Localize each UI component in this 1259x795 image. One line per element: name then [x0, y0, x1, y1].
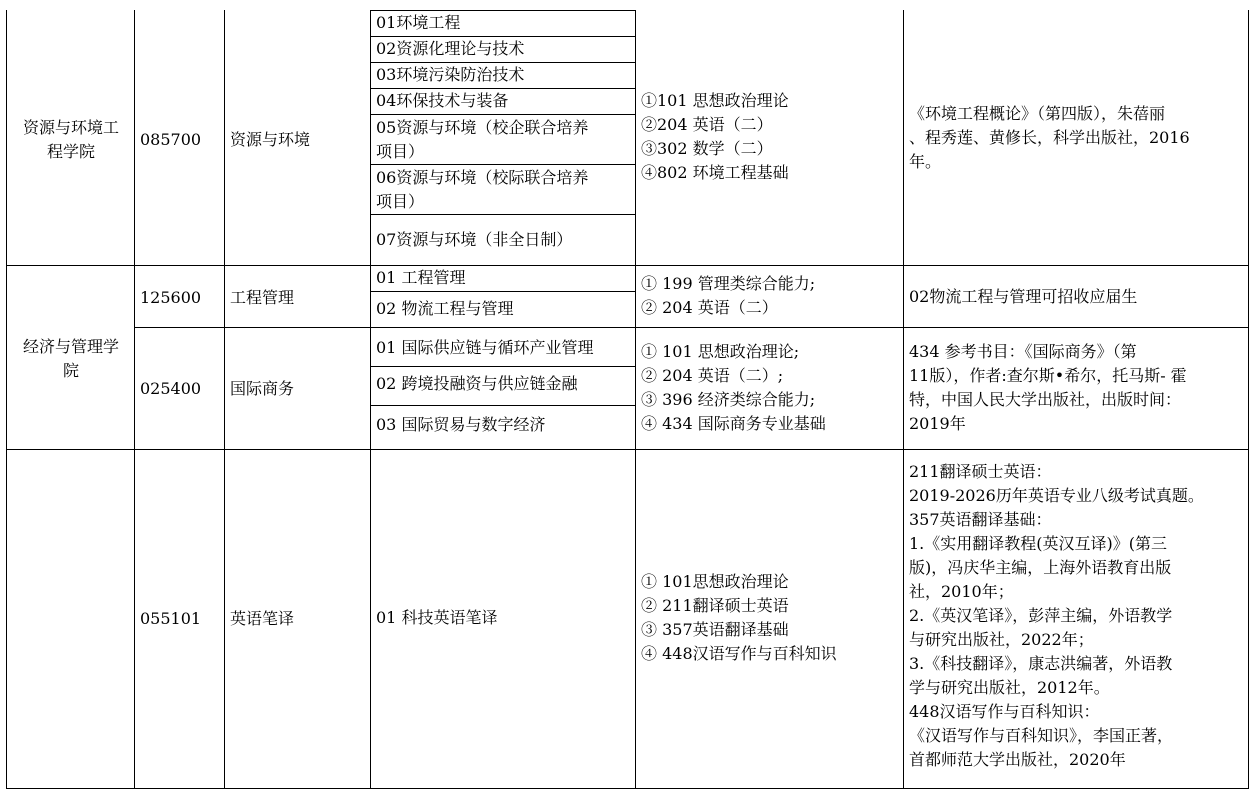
grid-line: [134, 327, 1249, 328]
grid-line: [370, 10, 371, 789]
direction-item: 01环境工程: [376, 13, 461, 32]
grid-line: [6, 10, 7, 789]
grid-line: [134, 10, 135, 789]
direction-item: 01 国际供应链与循环产业管理: [376, 338, 594, 357]
exam-subjects-cell: ①101 思想政治理论 ②204 英语（二） ③302 数学（二） ④802 环境工程基础: [641, 91, 789, 182]
major-name-cell: 国际商务: [230, 379, 295, 398]
grid-line: [6, 265, 1249, 266]
major-code-cell: 125600: [140, 288, 202, 307]
grid-line: [370, 114, 636, 115]
direction-item: 07资源与环境（非全日制）: [376, 230, 573, 249]
major-code-cell: 025400: [140, 379, 202, 398]
direction-item: 06资源与环境（校际联合培养 项目）: [376, 168, 589, 211]
grid-line: [370, 214, 636, 215]
exam-subjects-cell: ① 101 思想政治理论; ② 204 英语（二）; ③ 396 经济类综合能力; ④ 434 国际商务专业基础: [641, 342, 826, 433]
exam-subjects-cell: ① 199 管理类综合能力; ② 204 英语（二）: [641, 274, 816, 317]
major-name-cell: 英语笔译: [230, 609, 295, 628]
notes-cell: 434 参考书目：《国际商务》（第 11版），作者:查尔斯•希尔，托马斯- 霍 特，中国人民大学出版社，出版时间： 2019年: [909, 342, 1187, 433]
major-name-cell: 资源与环境: [230, 130, 311, 149]
grid-line: [370, 366, 636, 367]
notes-cell: 02物流工程与管理可招收应届生: [909, 287, 1138, 306]
grid-line: [370, 291, 636, 292]
direction-item: 02 物流工程与管理: [376, 299, 514, 318]
grid-line: [224, 10, 225, 789]
direction-item: 02 跨境投融资与供应链金融: [376, 374, 578, 393]
direction-item: 03 国际贸易与数字经济: [376, 415, 546, 434]
major-code-cell: 055101: [140, 609, 202, 628]
grid-line: [635, 10, 636, 789]
college-cell: 资源与环境工 程学院: [22, 118, 119, 161]
direction-item: 01 科技英语笔译: [376, 608, 498, 627]
major-code-cell: 085700: [140, 130, 202, 149]
direction-item: 03环境污染防治技术: [376, 65, 525, 84]
direction-item: 04环保技术与装备: [376, 91, 509, 110]
notes-cell: 211翻译硕士英语： 2019-2026历年英语专业八级考试真题。 357英语翻译基础： 1.《实用翻译教程(英汉互译)》(第三 版)，冯庆华主编，上海外语教育出版 社，2010年； 2.《英汉笔译》，彭萍主编，外语教学 与研究出版社，2022年； 3.《科技翻译》，康志洪编著，外语教 学与研究出版社，2012年。 448汉语写作与百科知识： 《汉语写作与百科知识》，李国正著， 首都师范大学出版社，2020年: [909, 462, 1204, 769]
grid-line: [903, 10, 904, 789]
exam-subjects-cell: ① 101思想政治理论 ② 211翻译硕士英语 ③ 357英语翻译基础 ④ 448汉语写作与百科知识: [641, 572, 837, 663]
notes-cell: 《环境工程概论》（第四版），朱蓓丽 、程秀莲、黄修长，科学出版社，2016 年。: [909, 104, 1190, 171]
direction-item: 02资源化理论与技术: [376, 39, 525, 58]
college-cell: 经济与管理学 院: [22, 337, 119, 380]
grid-line: [6, 449, 1249, 450]
major-name-cell: 工程管理: [230, 288, 295, 307]
direction-item: 05资源与环境（校企联合培养 项目）: [376, 118, 589, 161]
grid-line: [370, 405, 636, 406]
grid-line: [6, 788, 1249, 789]
grid-line: [370, 164, 636, 165]
direction-item: 01 工程管理: [376, 268, 466, 287]
grid-line: [1248, 10, 1249, 789]
